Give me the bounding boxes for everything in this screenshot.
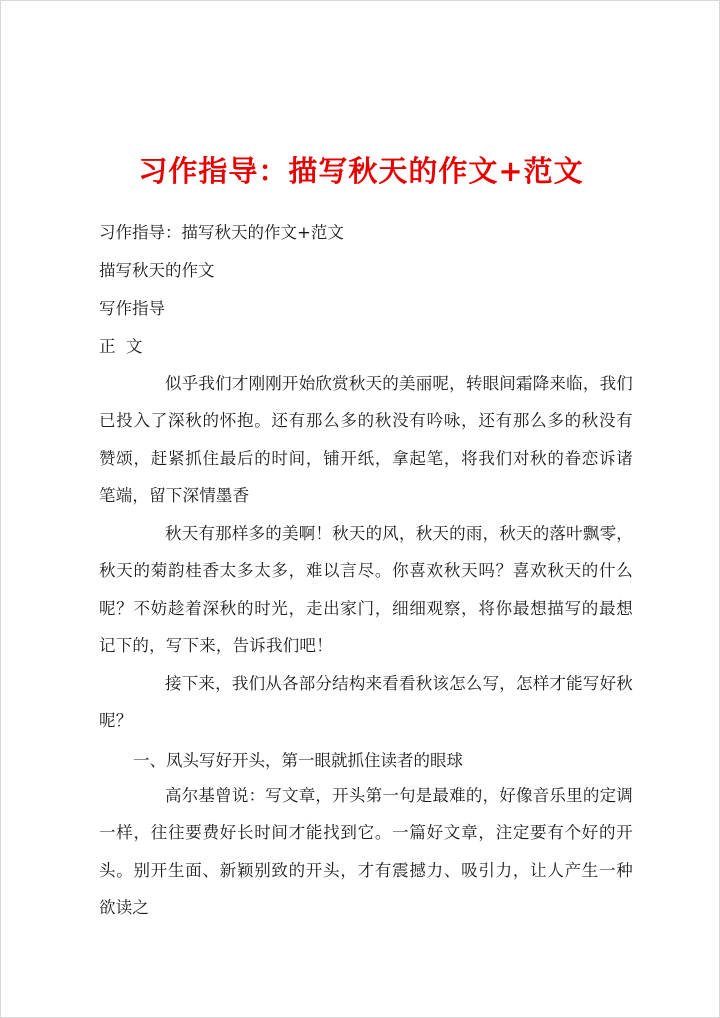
paragraph-intro: 似乎我们才刚刚开始欣赏秋天的美丽呢，转眼间霜降来临，我们已投入了深秋的怀抱。还有那么多的秋没有吟咏，还有那么多的秋没有赞颂，赶紧抓住最后的时间，铺开纸，拿起笔，将我们对秋的眷恋诉诸笔端，留下深情墨香 bbox=[99, 374, 633, 506]
header-line-body-label: 正 文 bbox=[99, 337, 143, 356]
document-title: 习作指导：描写秋天的作文+范文 bbox=[138, 154, 584, 188]
paragraph-autumn-beauty: 秋天有那样多的美啊！秋天的风，秋天的雨，秋天的落叶飘零，秋天的菊韵桂香太多太多，难以言尽。你喜欢秋天吗？喜欢秋天的什么呢？不妨趁着深秋的时光，走出家门，细细观察，将你最想描写的最想记下的，写下来，告诉我们吧！ bbox=[99, 524, 633, 656]
section-heading: 一、凤头写好开头，第一眼就抓住读者的眼球 bbox=[133, 751, 463, 770]
header-line-subtitle: 描写秋天的作文 bbox=[99, 261, 215, 280]
paragraph-transition: 接下来，我们从各部分结构来看看秋该怎么写，怎样才能写好秋呢？ bbox=[99, 674, 633, 731]
section-paragraph: 高尔基曾说：写文章，开头第一句是最难的，好像音乐里的定调一样，往往要费好长时间才能找到它。一篇好文章，注定要有个好的开头。别开生面、新颖别致的开头，才有震撼力、吸引力，让人产生一种欲读之 bbox=[99, 786, 633, 918]
header-line-full-title: 习作指导：描写秋天的作文+范文 bbox=[99, 223, 344, 242]
header-line-guide: 写作指导 bbox=[99, 299, 165, 318]
